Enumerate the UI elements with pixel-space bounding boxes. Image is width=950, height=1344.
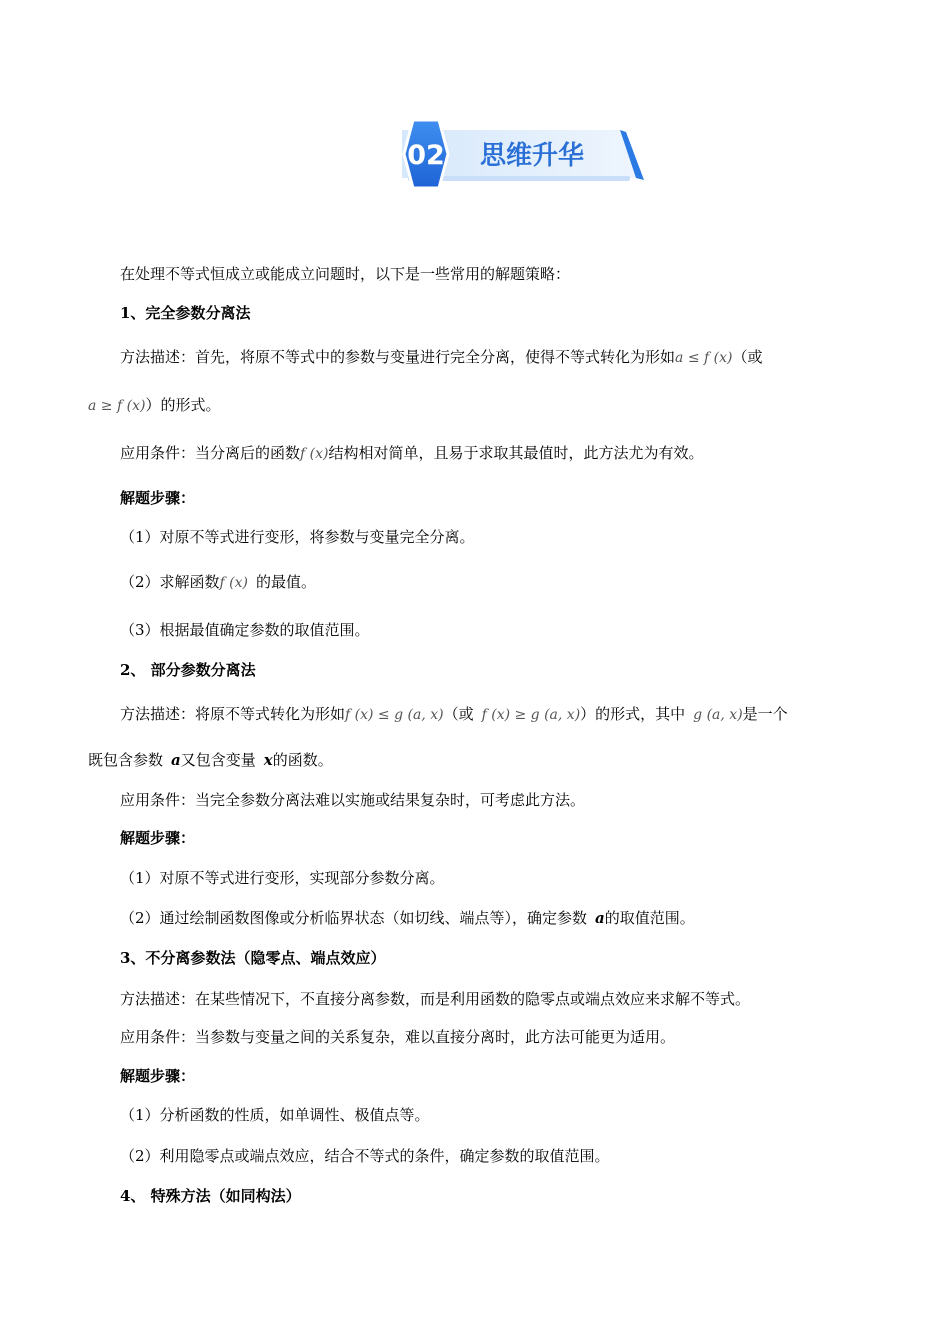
text-segment: 的最值。 [256,573,317,591]
text-segment: （2）求解函数 [120,573,220,591]
text-segment: 既包含参数 [88,751,164,769]
banner-number: 02 [407,140,445,171]
text-segment: （或 [732,348,763,366]
section3-step1: （1）分析函数的性质，如单调性、极值点等。 [120,1106,430,1124]
math-inequality: a ≤ f (x) [675,350,733,366]
section3-step2: （2）利用隐零点或端点效应，结合不等式的条件，确定参数的取值范围。 [120,1147,610,1165]
text-segment: （或 [443,705,474,723]
math-variable: a [595,909,605,927]
section2-description-cont [88,750,333,770]
text-segment: 又包含变量 [180,751,256,769]
math-function: f (x) [300,446,329,462]
math-inequality: f (x) ≥ g (a, x) [481,707,581,723]
section3-heading: 3、不分离参数法（隐零点、端点效应） [120,949,386,967]
section2-heading: 2、 部分参数分离法 [120,661,256,679]
section1-step1: （1）对原不等式进行变形，将参数与变量完全分离。 [120,528,475,546]
section3-description: 方法描述：在某些情况下，不直接分离参数，而是利用函数的隐零点或端点效应来求解不等式。 [120,990,751,1008]
section2-step2 [120,908,695,928]
text-segment: 是一个 [742,705,788,723]
text-segment: 应用条件：当分离后的函数 [120,444,301,462]
section2-condition: 应用条件：当完全参数分离法难以实施或结果复杂时，可考虑此方法。 [120,791,586,809]
section1-condition [120,443,703,464]
text-segment: 的取值范围。 [604,909,695,927]
math-inequality: f (x) ≤ g (a, x) [345,707,444,723]
section2-step1: （1）对原不等式进行变形，实现部分参数分离。 [120,869,445,887]
math-inequality: a ≥ f (x) [88,398,146,414]
math-function: f (x) [219,575,248,591]
section1-heading: 1、完全参数分离法 [120,304,251,322]
section1-steps-label: 解题步骤： [120,489,196,507]
section1-description [120,347,762,368]
section-banner [382,114,644,194]
text-segment: 的函数。 [272,751,333,769]
section2-description [120,704,788,725]
section1-step2 [120,572,316,593]
text-segment: 方法描述：将原不等式转化为形如 [120,705,346,723]
intro-text: 在处理不等式恒成立或能成立问题时，以下是一些常用的解题策略： [120,265,571,283]
section1-description-cont [88,395,220,416]
math-variable: a [171,751,181,769]
math-function: g (a, x) [693,707,743,723]
text-segment: ）的形式，其中 [580,705,686,723]
section3-condition: 应用条件：当参数与变量之间的关系复杂，难以直接分离时，此方法可能更为适用。 [120,1028,676,1046]
section1-step3: （3）根据最值确定参数的取值范围。 [120,621,370,639]
text-segment: （2）通过绘制函数图像或分析临界状态（如切线、端点等），确定参数 [120,909,588,927]
section2-steps-label: 解题步骤： [120,829,196,847]
text-segment: ）的形式。 [145,396,221,414]
text-segment: 方法描述：首先，将原不等式中的参数与变量进行完全分离，使得不等式转化为形如 [120,348,676,366]
text-segment: 结构相对简单，且易于求取其最值时，此方法尤为有效。 [328,444,704,462]
section3-steps-label: 解题步骤： [120,1067,196,1085]
math-variable: x [263,751,273,769]
banner-title: 思维升华 [479,141,585,171]
section4-heading: 4、 特殊方法（如同构法） [120,1187,301,1205]
